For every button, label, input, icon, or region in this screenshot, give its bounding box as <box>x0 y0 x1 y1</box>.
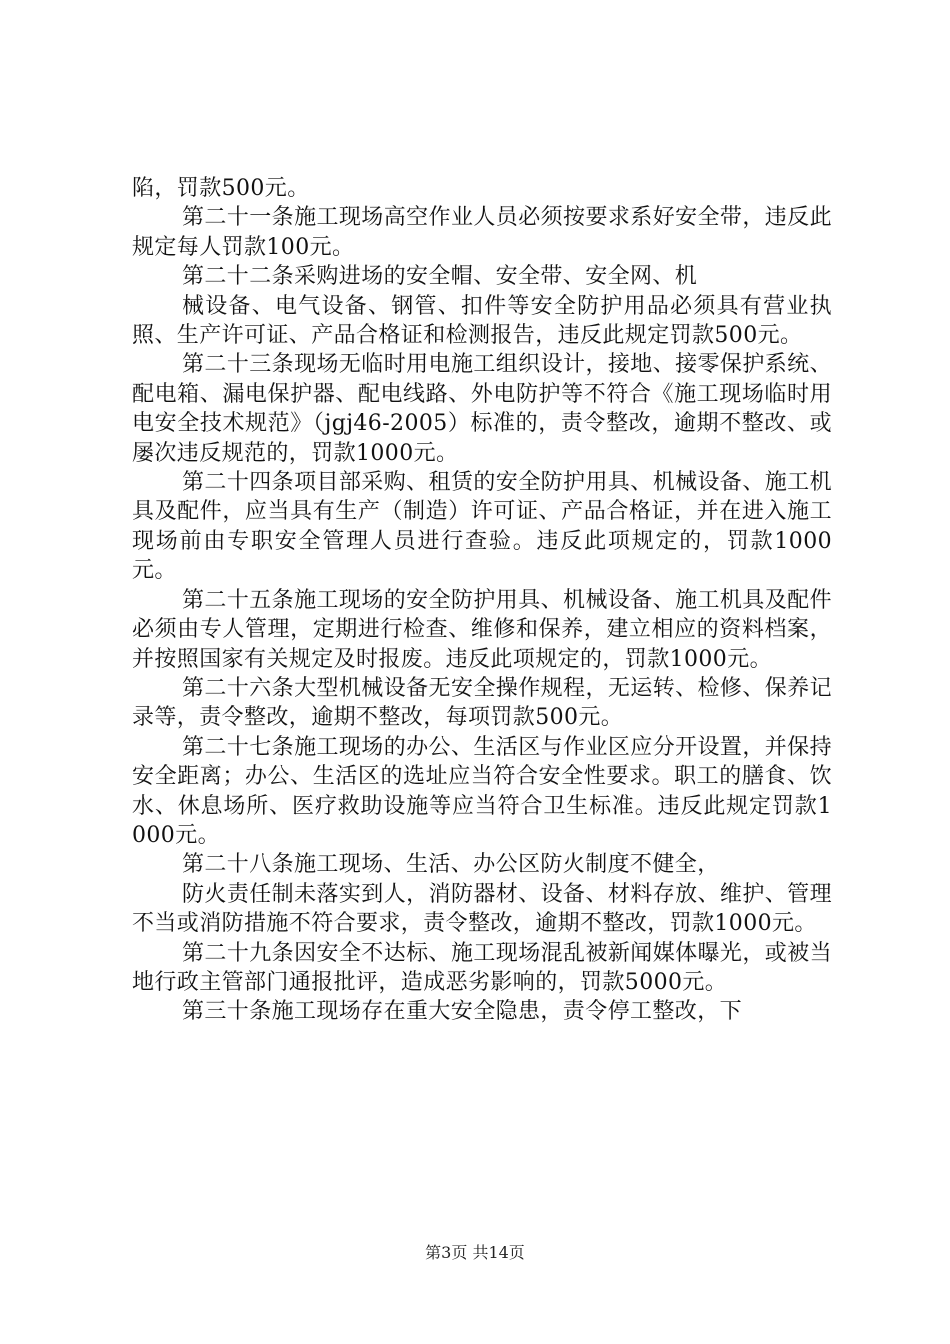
paragraph: 第二十一条施工现场高空作业人员必须按要求系好安全带，违反此规定每人罚款100元。 <box>132 205 832 260</box>
paragraph: 防火责任制未落实到人，消防器材、设备、材料存放、维护、管理不当或消防措施不符合要求，责令整改，逾期不整改，罚款1000元。 <box>132 881 832 937</box>
document-body <box>132 174 832 1027</box>
paragraph: 第二十三条现场无临时用电施工组织设计，接地、接零保护系统、配电箱、漏电保护器、配电线路、外电防护等不符合《施工现场临时用电安全技术规范》（jgj46-2005）标准的，责令整改，逾期不整改、或屡次违反规范的，罚款1000元。 <box>132 352 832 466</box>
paragraph: 第二十四条项目部采购、租赁的安全防护用具、机械设备、施工机具及配件，应当具有生产（制造）许可证、产品合格证，并在进入施工现场前由专职安全管理人员进行查验。违反此项规定的，罚款1000元。 <box>132 470 832 584</box>
paragraph: 第二十五条施工现场的安全防护用具、机械设备、施工机具及配件必须由专人管理，定期进行检查、维修和保养，建立相应的资料档案，并按照国家有关规定及时报废。违反此项规定的，罚款1000元。 <box>132 587 832 672</box>
page-number-footer: 第3页 共14页 <box>425 1243 525 1262</box>
paragraph: 第二十七条施工现场的办公、生活区与作业区应分开设置，并保持安全距离；办公、生活区的选址应当符合安全性要求。职工的膳食、饮水、休息场所、医疗救助设施等应当符合卫生标准。违反此规定罚款1000元。 <box>132 734 832 848</box>
paragraph: 第二十八条施工现场、生活、办公区防火制度不健全， <box>182 852 720 878</box>
paragraph: 第二十六条大型机械设备无安全操作规程，无运转、检修、保养记录等，责令整改，逾期不整改，每项罚款500元。 <box>132 675 832 731</box>
paragraph: 第二十九条因安全不达标、施工现场混乱被新闻媒体曝光，或被当地行政主管部门通报批评，造成恶劣影响的，罚款5000元。 <box>132 940 832 995</box>
paragraph: 械设备、电气设备、钢管、扣件等安全防护用品必须具有营业执照、生产许可证、产品合格证和检测报告，违反此规定罚款500元。 <box>132 293 832 349</box>
paragraph: 第三十条施工现场存在重大安全隐患，责令停工整改，下 <box>182 999 743 1025</box>
paragraph: 陷，罚款500元。 <box>132 176 310 201</box>
paragraph: 第二十二条采购进场的安全帽、安全带、安全网、机 <box>182 264 698 290</box>
